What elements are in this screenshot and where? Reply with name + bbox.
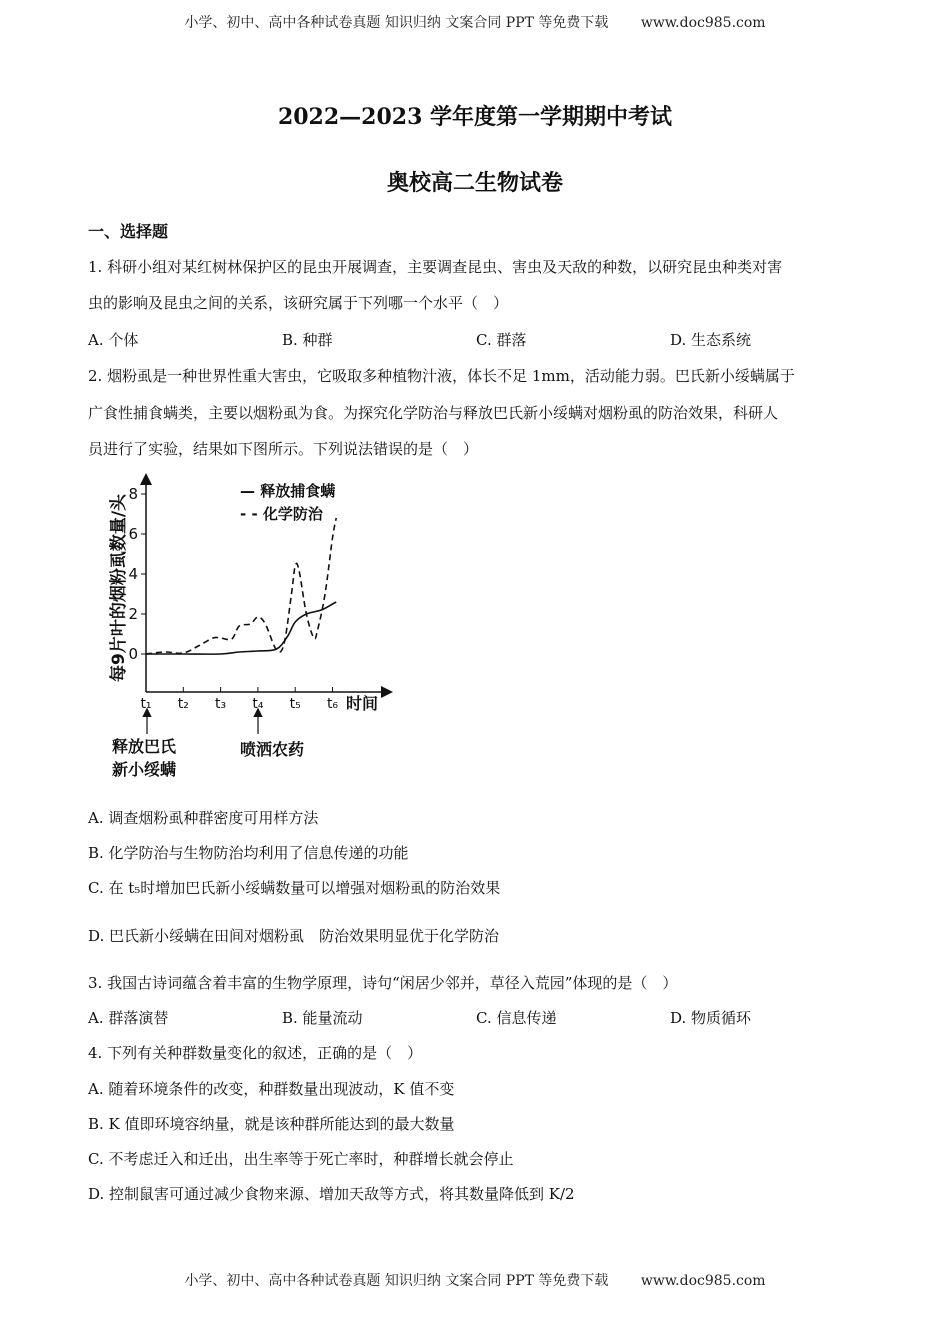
q4-option-c[interactable]: C. 不考虑迁入和迁出，出生率等于死亡率时，种群增长就会停止 — [88, 1150, 514, 1168]
q3-option-a[interactable]: A. 群落演替 — [88, 1009, 169, 1027]
section-heading: 一、选择题 — [88, 222, 169, 241]
q3-line-1: 3. 我国古诗词蕴含着丰富的生物学原理，诗句“闲居少邻并，草径入荒园”体现的是（ ） — [88, 974, 678, 992]
x-tick-label: t₁ — [140, 696, 152, 712]
x-axis-label: 时间 — [346, 694, 379, 713]
q1-option-c[interactable]: C. 群落 — [476, 331, 527, 349]
q4-option-b[interactable]: B. K 值即环境容纳量，就是该种群所能达到的最大数量 — [88, 1115, 455, 1133]
y-tick-label: 6 — [128, 525, 138, 543]
footer-text: 小学、初中、高中各种试卷真题 知识归纳 文案合同 PPT 等免费下载 — [184, 1273, 609, 1289]
q1-option-d[interactable]: D. 生态系统 — [670, 331, 752, 349]
exam-subtitle: 奥校高二生物试卷 — [386, 170, 563, 196]
x-tick-label: t₆ — [326, 696, 339, 712]
q1-option-a[interactable]: A. 个体 — [88, 331, 139, 349]
x-tick-label: t₂ — [177, 696, 189, 712]
q3-option-b[interactable]: B. 能量流动 — [282, 1009, 363, 1027]
q2-option-c[interactable]: C. 在 t₅时增加巴氏新小绥螨数量可以增强对烟粉虱的防治效果 — [88, 879, 501, 897]
q1-line-1: 1. 科研小组对某红树林保护区的昆虫开展调查，主要调查昆虫、害虫及天敌的种数，以研究昆虫种类对害 — [88, 258, 783, 276]
q2-line-3: 员进行了实验，结果如下图所示。下列说法错误的是（ ） — [88, 440, 479, 458]
q2-option-d[interactable]: D. 巴氏新小绥螨在田间对烟粉虱 防治效果明显优于化学防治 — [88, 927, 500, 945]
page-header — [0, 12, 950, 32]
page-footer — [0, 1270, 950, 1290]
legend-solid: — 释放捕食螨 — [240, 482, 336, 500]
q3-option-c[interactable]: C. 信息传递 — [476, 1009, 557, 1027]
release-annotation-line-2: 新小绥螨 — [112, 760, 177, 779]
x-tick-label: t₅ — [289, 696, 301, 712]
exam-title: 2022—2023 学年度第一学期期中考试 — [277, 104, 673, 130]
release-annotation-line-1: 释放巴氏 — [112, 737, 177, 756]
legend-dashed: - - 化学防治 — [240, 505, 323, 523]
q2-line-1: 2. 烟粉虱是一种世界性重大害虫，它吸取多种植物汁液，体长不足 1mm，活动能力弱。巴氏新小绥螨属于 — [88, 367, 795, 385]
q2-option-a[interactable]: A. 调查烟粉虱种群密度可用样方法 — [88, 809, 319, 827]
header-text: 小学、初中、高中各种试卷真题 知识归纳 文案合同 PPT 等免费下载 — [184, 15, 609, 31]
q1-line-2: 虫的影响及昆虫之间的关系，该研究属于下列哪一个水平（ ） — [88, 294, 509, 312]
q4-option-a[interactable]: A. 随着环境条件的改变，种群数量出现波动，K 值不变 — [88, 1080, 455, 1098]
x-tick-label: t₃ — [215, 696, 227, 712]
spray-annotation: 喷洒农药 — [240, 740, 305, 759]
y-axis-label: 每9片叶的烟粉虱数量/头 — [109, 493, 129, 683]
x-tick-label: t₄ — [252, 696, 264, 712]
q4-line-1: 4. 下列有关种群数量变化的叙述，正确的是（ ） — [88, 1044, 423, 1062]
q4-option-d[interactable]: D. 控制鼠害可通过减少食物来源、增加天敌等方式，将其数量降低到 K/2 — [88, 1185, 575, 1203]
q2-option-b[interactable]: B. 化学防治与生物防治均利用了信息传递的功能 — [88, 844, 409, 862]
y-tick-label: 4 — [128, 565, 138, 583]
q2-line-2: 广食性捕食螨类，主要以烟粉虱为食。为探究化学防治与释放巴氏新小绥螨对烟粉虱的防治效果，科研人 — [88, 404, 779, 422]
y-tick-label: 8 — [128, 485, 138, 503]
series-line-predator — [146, 602, 336, 654]
series-line-chemical — [146, 518, 336, 654]
population-chart — [100, 470, 420, 790]
footer-site[interactable]: www.doc985.com — [640, 1273, 766, 1289]
y-tick-label: 2 — [128, 605, 138, 623]
header-site[interactable]: www.doc985.com — [640, 15, 766, 31]
q3-option-d[interactable]: D. 物质循环 — [670, 1009, 752, 1027]
y-tick-label: 0 — [128, 645, 138, 663]
q1-option-b[interactable]: B. 种群 — [282, 331, 333, 349]
